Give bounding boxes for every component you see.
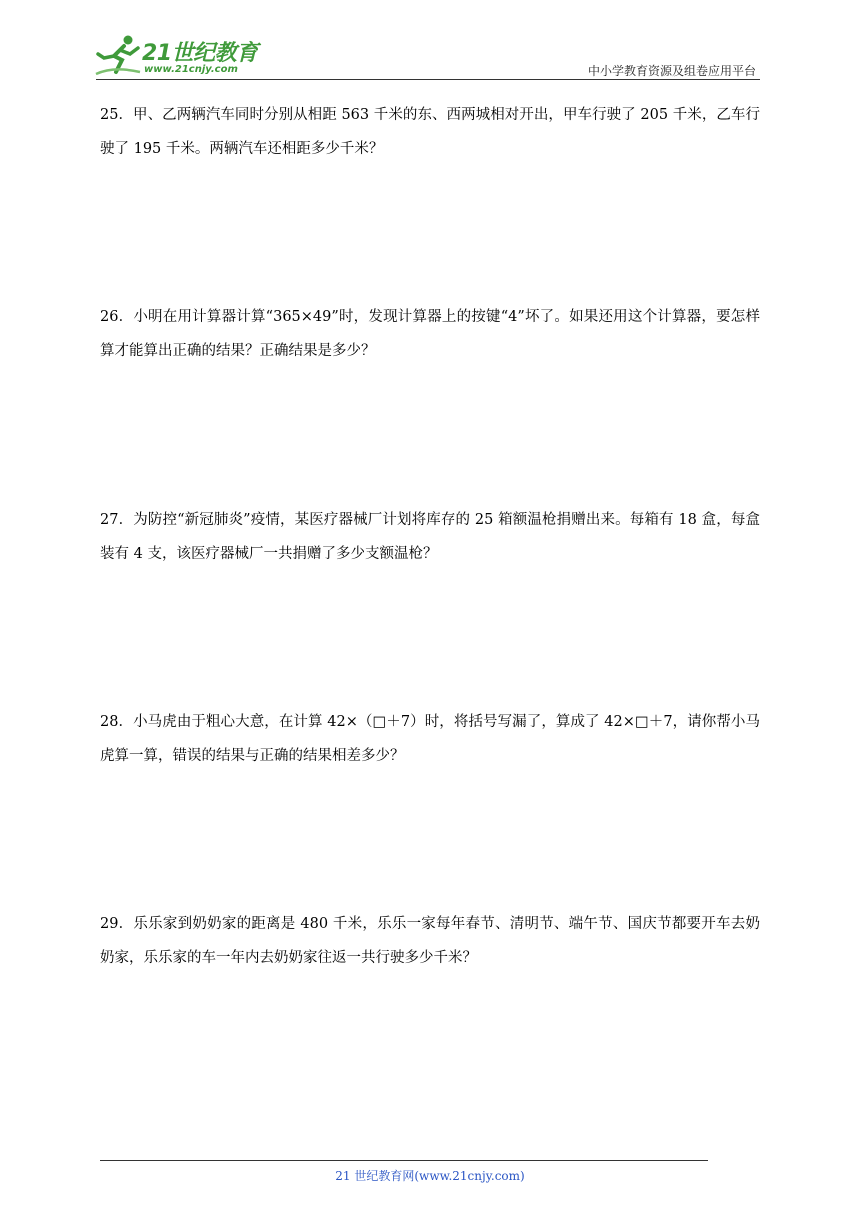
site-name: 中小学教育资源及组卷应用平台 (587, 64, 756, 78)
question-29: 29．乐乐家到奶奶家的距离是 480 千米，乐乐一家每年春节、清明节、端午节、国庆节都要开车去奶奶家，乐乐家的车一年内去奶奶家往返一共行驶多少千米？ (100, 916, 760, 966)
header-divider (96, 79, 760, 80)
footer-link[interactable]: 21 世纪教育网(www.21cnjy.com) (335, 1169, 525, 1183)
question-28: 28．小马虎由于粗心大意，在计算 42×（□＋7）时，将括号写漏了，算成了 42×□＋7，请你帮小马虎算一算，错误的结果与正确的结果相差多少？ (100, 714, 760, 764)
question-25: 25．甲、乙两辆汽车同时分别从相距 563 千米的东、西两城相对开出，甲车行驶了 205 千米，乙车行驶了 195 千米。两辆汽车还相距多少千米？ (100, 107, 760, 157)
runner-logo-icon (94, 34, 144, 78)
logo-title: 21世纪教育 (142, 41, 258, 66)
logo-url: www.21cnjy.com (144, 64, 238, 75)
question-26: 26．小明在用计算器计算“365×49”时，发现计算器上的按键“4”坏了。如果还用这个计算器，要怎样算才能算出正确的结果？正确结果是多少？ (100, 309, 760, 359)
question-27: 27．为防控“新冠肺炎”疫情，某医疗器械厂计划将库存的 25 箱额温枪捐赠出来。每箱有 18 盒，每盒装有 4 支，该医疗器械厂一共捐赠了多少支额温枪？ (100, 512, 760, 562)
site-logo (94, 34, 264, 78)
footer-divider (100, 1160, 708, 1161)
